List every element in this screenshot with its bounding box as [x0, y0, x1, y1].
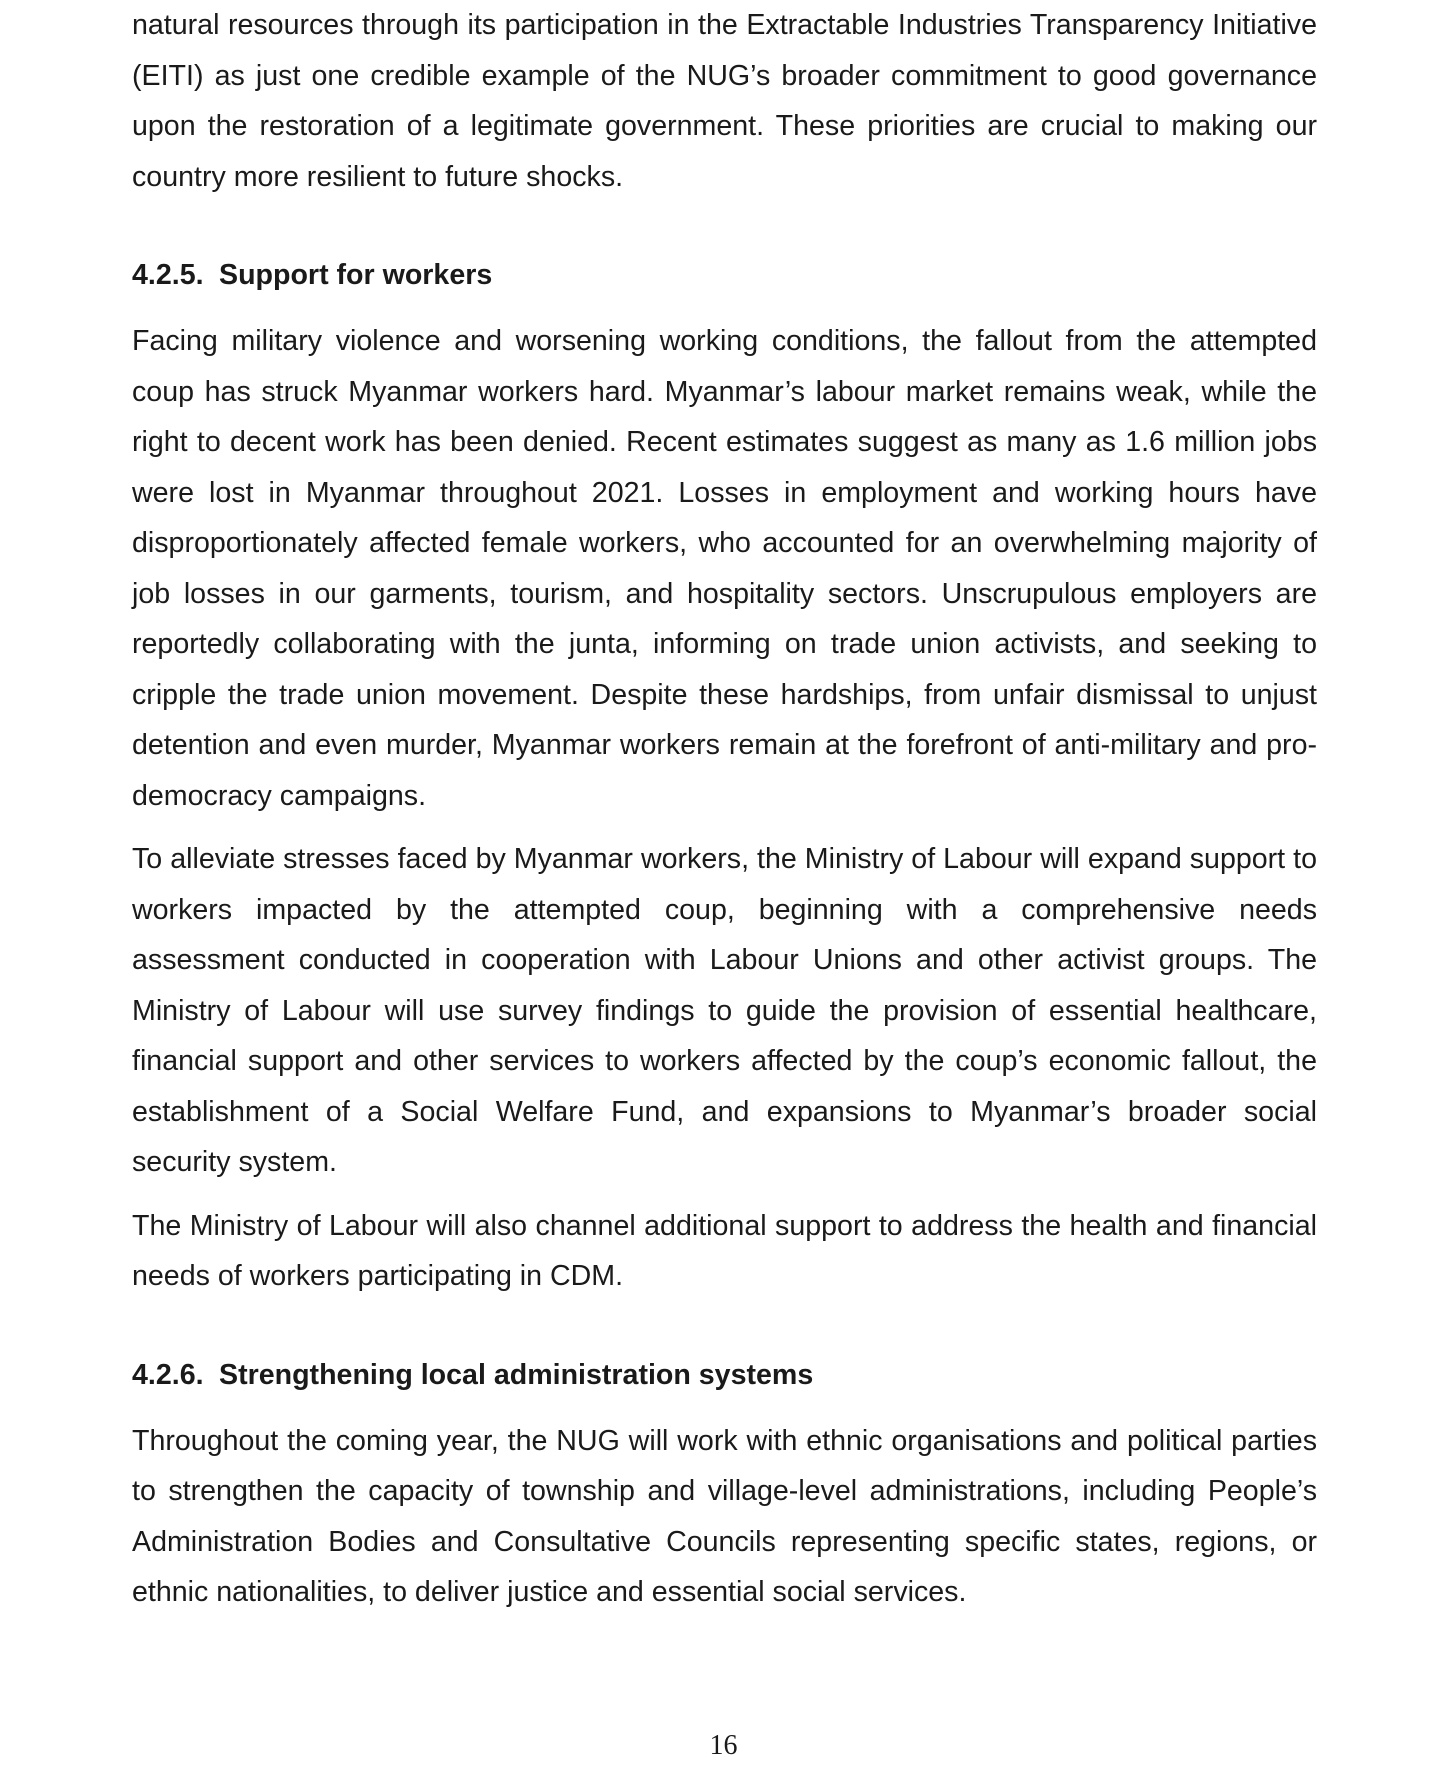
section-number: 4.2.6.	[132, 1358, 204, 1391]
intro-paragraph: natural resources through its participation in the Extractable Industries Transparency Initiative (EITI) as just one credible example of the NUG’s broader commitment to good governance upon the restoration of a legitimate government. These priorities are crucial to making our country more resilient to future shocks.	[132, 9, 1317, 193]
section-title: Strengthening local administration systems	[219, 1358, 814, 1391]
section-heading-4-2-6	[132, 1355, 1317, 1395]
document-page	[132, 0, 1317, 1618]
section-number: 4.2.5.	[132, 259, 204, 291]
section-heading-4-2-5	[132, 255, 1317, 295]
section-title: Support for workers	[219, 259, 493, 291]
body-paragraph: Throughout the coming year, the NUG will work with ethnic organisations and political parties to strengthen the capacity of township and village-level administrations, including People’s Administration Bodies and Consultative Councils representing specific states, regions, or ethnic nationalities, to deliver justice and essential social services.	[132, 1424, 1317, 1608]
page-number: 16	[709, 1730, 738, 1761]
body-paragraph: The Ministry of Labour will also channel additional support to address the health and financial needs of workers participating in CDM.	[132, 1209, 1317, 1292]
body-paragraph: To alleviate stresses faced by Myanmar workers, the Ministry of Labour will expand support to workers impacted by the attempted coup, beginning with a comprehensive needs assessment conducted in cooperation with Labour Unions and other activist groups. The Ministry of Labour will use survey findings to guide the provision of essential healthcare, financial support and other services to workers affected by the coup’s economic fallout, the establishment of a Social Welfare Fund, and expansions to Myanmar’s broader social security system.	[132, 843, 1317, 1178]
body-paragraph: Facing military violence and worsening working conditions, the fallout from the attempted coup has struck Myanmar workers hard. Myanmar’s labour market remains weak, while the right to decent work has been denied. Recent estimates suggest as many as 1.6 million jobs were lost in Myanmar throughout 2021. Losses in employment and working hours have disproportionately affected female workers, who accounted for an overwhelming majority of job losses in our garments, tourism, and hospitality sectors. Unscrupulous employers are reportedly collaborating with the junta, informing on trade union activists, and seeking to cripple the trade union movement. Despite these hardships, from unfair dismissal to unjust detention and even murder, Myanmar workers remain at the forefront of anti-military and pro-democracy campaigns.	[132, 325, 1317, 812]
